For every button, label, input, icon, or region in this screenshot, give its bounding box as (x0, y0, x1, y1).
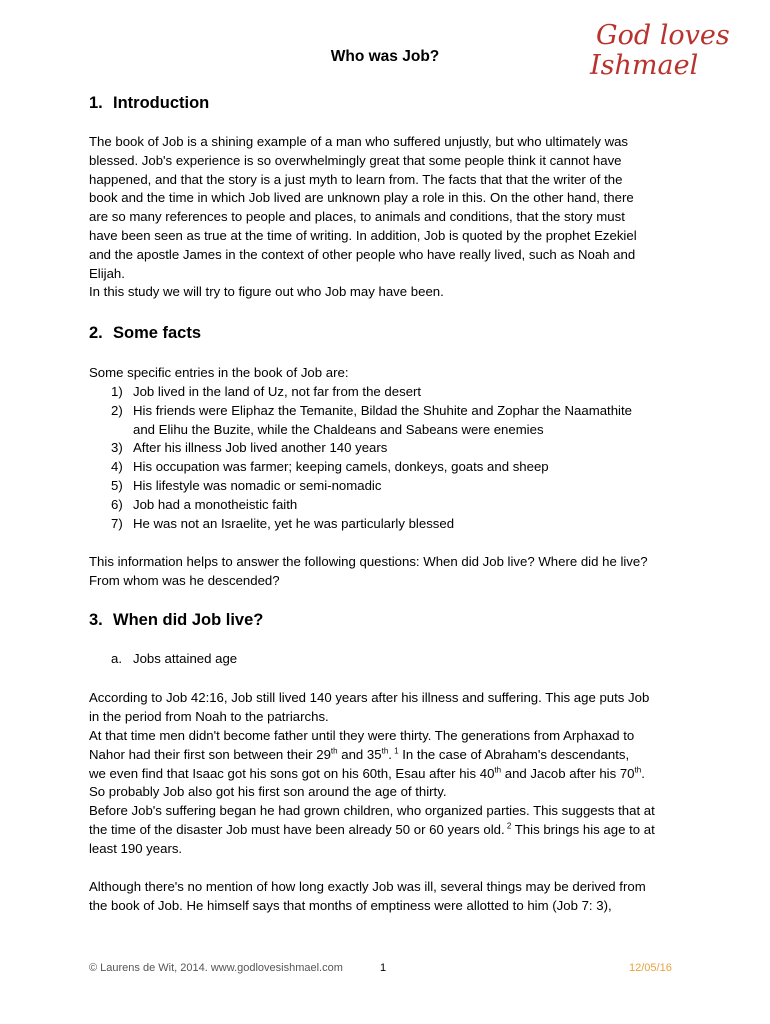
ordinal-suffix: th (494, 765, 502, 775)
footer-copyright: © Laurens de Wit, 2014. www.godlovesishmael.com (89, 962, 343, 974)
list-item-text: and Elihu the Buzite, while the Chaldeans and Sabeans were enemies (133, 421, 544, 437)
subsection-label: Jobs attained age (133, 651, 238, 666)
text-line: and the apostle James in the context of other people who have really lived, such as Noah and (89, 246, 636, 262)
text-line: From whom was he descended? (89, 572, 280, 588)
list-item (89, 477, 683, 496)
section-3-paragraph-1 (89, 689, 683, 727)
footnote-ref-2[interactable]: 2 (504, 821, 512, 831)
list-item-text: After his illness Job lived another 140 years (133, 440, 388, 456)
section-2-intro: Some specific entries in the book of Job are: (89, 365, 349, 380)
footer-page-number: 1 (380, 962, 387, 974)
ordinal-suffix: th (381, 746, 389, 756)
text-run: . (388, 746, 392, 762)
text-line: In this study we will try to figure out who Job may have been. (89, 284, 444, 300)
logo-line-2: Ishmael (590, 50, 699, 81)
text-run: Nahor had their first son between their 29 (89, 746, 331, 762)
text-line: are so many references to people and places, to animals and conditions, that the story must (89, 209, 625, 225)
list-item-text: His lifestyle was nomadic or semi-nomadic (133, 477, 382, 493)
section-1-number: 1. (89, 94, 103, 112)
ordinal-suffix: th (634, 765, 642, 775)
text-line: At that time men didn't become father until they were thirty. The generations from Arphaxad to (89, 728, 635, 743)
text-line: least 190 years. (89, 840, 183, 856)
text-run: we even find that Isaac got his sons got on his 60th, Esau after his 40 (89, 765, 495, 781)
section-1-heading: Introduction (113, 94, 210, 112)
section-3-heading: When did Job live? (113, 611, 264, 629)
logo-line-1: God loves (596, 20, 730, 51)
text-line: Although there's no mention of how long exactly Job was ill, several things may be derived from (89, 879, 646, 894)
section-2-number: 2. (89, 324, 103, 342)
text-line: So probably Job also got his first son around the age of thirty. (89, 784, 447, 800)
list-item-text: He was not an Israelite, yet he was particularly blessed (133, 515, 455, 531)
text-run: In the case of Abraham's descendants, (398, 746, 630, 762)
list-item-number: 4) (111, 459, 123, 475)
section-2-outro (89, 553, 683, 591)
list-item-text: Job had a monotheistic faith (133, 496, 298, 512)
list-item-text: His friends were Eliphaz the Temanite, Bildad the Shuhite and Zophar the Naamathite (133, 402, 632, 418)
list-item-number: 5) (111, 477, 123, 493)
section-3-paragraph-3 (89, 878, 683, 916)
list-item-text: Job lived in the land of Uz, not far from the desert (133, 384, 422, 399)
text-line: the book of Job. He himself says that months of emptiness were allotted to him (Job 7: 3), (89, 897, 612, 913)
footer-date: 12/05/16 (629, 962, 672, 974)
list-item (89, 515, 683, 534)
text-line: blessed. Job's experience is so overwhelmingly great that some people think it cannot have (89, 152, 622, 168)
text-line: happened, and that the story is a just myth to learn from. The facts that that the writer of the (89, 171, 623, 187)
text-line: This information helps to answer the following questions: When did Job live? Where did he live? (89, 554, 648, 569)
list-item (89, 496, 683, 515)
list-item-text: His occupation was farmer; keeping camels, donkeys, goats and sheep (133, 459, 549, 475)
list-item-number: 1) (111, 384, 123, 399)
section-3-paragraph-2 (89, 727, 683, 859)
list-item (89, 439, 683, 458)
text-run: This brings his age to at (511, 821, 655, 837)
facts-list (89, 383, 683, 533)
text-line (89, 765, 683, 784)
text-run: . (641, 765, 645, 781)
section-1-paragraph (89, 133, 683, 302)
text-line: have been seen as true at the time of writing. In addition, Job is quoted by the prophet Ezekiel (89, 227, 637, 243)
text-run: and 35 (337, 746, 382, 762)
text-line: According to Job 42:16, Job still lived 140 years after his illness and suffering. This age puts Job (89, 690, 650, 705)
text-run: and Jacob after his 70 (501, 765, 635, 781)
list-item-number: 2) (111, 402, 123, 418)
ordinal-suffix: th (330, 746, 338, 756)
page-title: Who was Job? (330, 48, 440, 65)
text-line (89, 746, 683, 765)
text-line: in the period from Noah to the patriarchs. (89, 708, 329, 724)
section-2-heading: Some facts (113, 324, 202, 342)
text-run: the time of the disaster Job must have been already 50 or 60 years old. (89, 821, 505, 837)
subsection-number: a. (111, 651, 122, 666)
list-item-number: 6) (111, 496, 123, 512)
text-line: Elijah. (89, 265, 125, 281)
list-item (89, 402, 683, 440)
list-item (89, 383, 683, 402)
list-item-number: 7) (111, 515, 123, 531)
text-line: book and the time in which Job lived are unknown play a role in this. On the other hand, there (89, 190, 634, 206)
list-item-number: 3) (111, 440, 123, 456)
list-item (89, 458, 683, 477)
text-line: Before Job's suffering began he had grown children, who organized parties. This suggests that at (89, 803, 655, 819)
text-line: The book of Job is a shining example of a man who suffered unjustly, but who ultimately was (89, 134, 629, 149)
text-line (89, 821, 683, 840)
footnote-ref-1[interactable]: 1 (391, 746, 399, 756)
section-3-number: 3. (89, 611, 103, 629)
